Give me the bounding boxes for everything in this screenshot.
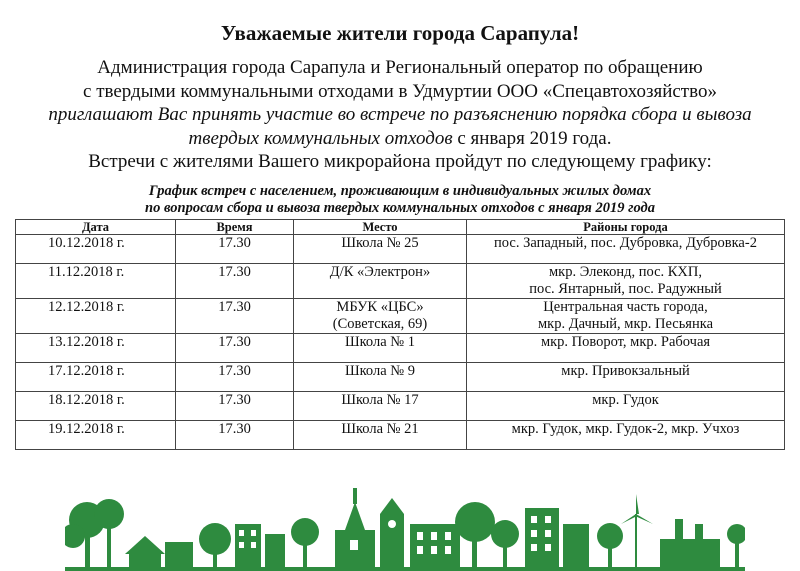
table-body: [16, 235, 785, 450]
cell-date: 13.12.2018 г.: [16, 334, 176, 363]
cell-place: [294, 264, 467, 299]
cell-place: [294, 421, 467, 450]
cell-time: 17.30: [176, 392, 294, 421]
cell-time: 17.30: [176, 264, 294, 299]
intro-text: [0, 56, 800, 174]
cell-districts: [467, 334, 785, 363]
table-header-row: [16, 220, 785, 235]
cell-districts-line: мкр. Поворот, мкр. Рабочая: [540, 334, 711, 350]
cell-time: 17.30: [176, 421, 294, 450]
cell-date: 18.12.2018 г.: [16, 392, 176, 421]
table-row: [16, 392, 785, 421]
cell-place: [294, 235, 467, 264]
page-heading: Уважаемые жители города Сарапула!: [220, 21, 580, 45]
cell-place: [294, 334, 467, 363]
cell-place-line: МБУК «ЦБС»: [336, 299, 424, 315]
cell-place: [294, 299, 467, 334]
cell-place: [294, 363, 467, 392]
cell-districts-line: мкр. Гудок: [592, 392, 659, 408]
cell-districts-line: пос. Янтарный, пос. Радужный: [529, 281, 722, 297]
intro-line-4-rest: с января 2019 года.: [452, 127, 612, 149]
cell-districts-line: пос. Западный, пос. Дубровка, Дубровка-2: [494, 235, 757, 251]
cell-districts: [467, 264, 785, 299]
table-row: [16, 299, 785, 334]
header-time: Время: [176, 220, 294, 235]
intro-line-2: с твердыми коммунальными отходами в Удмуртии ООО «Спецавтохозяйство»: [83, 80, 717, 102]
cell-districts: [467, 363, 785, 392]
header-place: Место: [294, 220, 467, 235]
cell-districts: [467, 392, 785, 421]
table-row: [16, 363, 785, 392]
cell-date: 11.12.2018 г.: [16, 264, 176, 299]
cell-date: 17.12.2018 г.: [16, 363, 176, 392]
cell-place: [294, 392, 467, 421]
cell-place-line: Школа № 25: [341, 235, 419, 251]
cell-place-line: Школа № 9: [344, 363, 415, 379]
cell-date: 10.12.2018 г.: [16, 235, 176, 264]
cell-time: 17.30: [176, 334, 294, 363]
schedule-caption: [0, 183, 800, 217]
cell-place-line: Школа № 17: [341, 392, 419, 408]
cell-districts: [467, 421, 785, 450]
cell-districts-line: мкр. Элеконд, пос. КХП,: [548, 264, 702, 280]
cell-date: 12.12.2018 г.: [16, 299, 176, 334]
table-row: [16, 264, 785, 299]
table-row: [16, 334, 785, 363]
intro-line-4: [0, 127, 800, 151]
cell-districts-line: Центральная часть города,: [543, 299, 708, 315]
cell-districts-line: мкр. Гудок, мкр. Гудок-2, мкр. Учхоз: [511, 421, 740, 437]
cell-place-line: Д/К «Электрон»: [329, 264, 431, 280]
cell-districts-line: мкр. Привокзальный: [561, 363, 690, 379]
table-row: [16, 421, 785, 450]
intro-line-3: приглашают Вас принять участие во встрече по разъяснению порядка сбора и вывоза: [48, 104, 752, 125]
eco-city-illustration: [65, 484, 745, 571]
cell-place-line: Школа № 21: [341, 421, 419, 437]
intro-line-4-italic: твердых коммунальных отходов: [188, 127, 453, 149]
cell-place-line: Школа № 1: [344, 334, 415, 350]
cell-districts: [467, 235, 785, 264]
header-date: Дата: [16, 220, 176, 235]
cell-districts-line: мкр. Дачный, мкр. Песьянка: [538, 316, 713, 332]
caption-line-1: График встреч с населением, проживающим в индивидуальных жилых домах: [148, 183, 652, 199]
intro-line-1: Администрация города Сарапула и Региональный оператор по обращению: [97, 57, 703, 78]
cell-time: 17.30: [176, 235, 294, 264]
cell-districts: [467, 299, 785, 334]
cell-place-line: (Советская, 69): [332, 316, 428, 332]
cell-time: 17.30: [176, 299, 294, 334]
header-districts: Районы города: [467, 220, 785, 235]
intro-line-5: Встречи с жителями Вашего микрорайона пройдут по следующему графику:: [88, 151, 712, 172]
cell-date: 19.12.2018 г.: [16, 421, 176, 450]
table-row: [16, 235, 785, 264]
caption-line-2: по вопросам сбора и вывоза твердых коммунальных отходов с января 2019 года: [145, 200, 655, 216]
cell-time: 17.30: [176, 363, 294, 392]
schedule-table: [15, 219, 785, 450]
